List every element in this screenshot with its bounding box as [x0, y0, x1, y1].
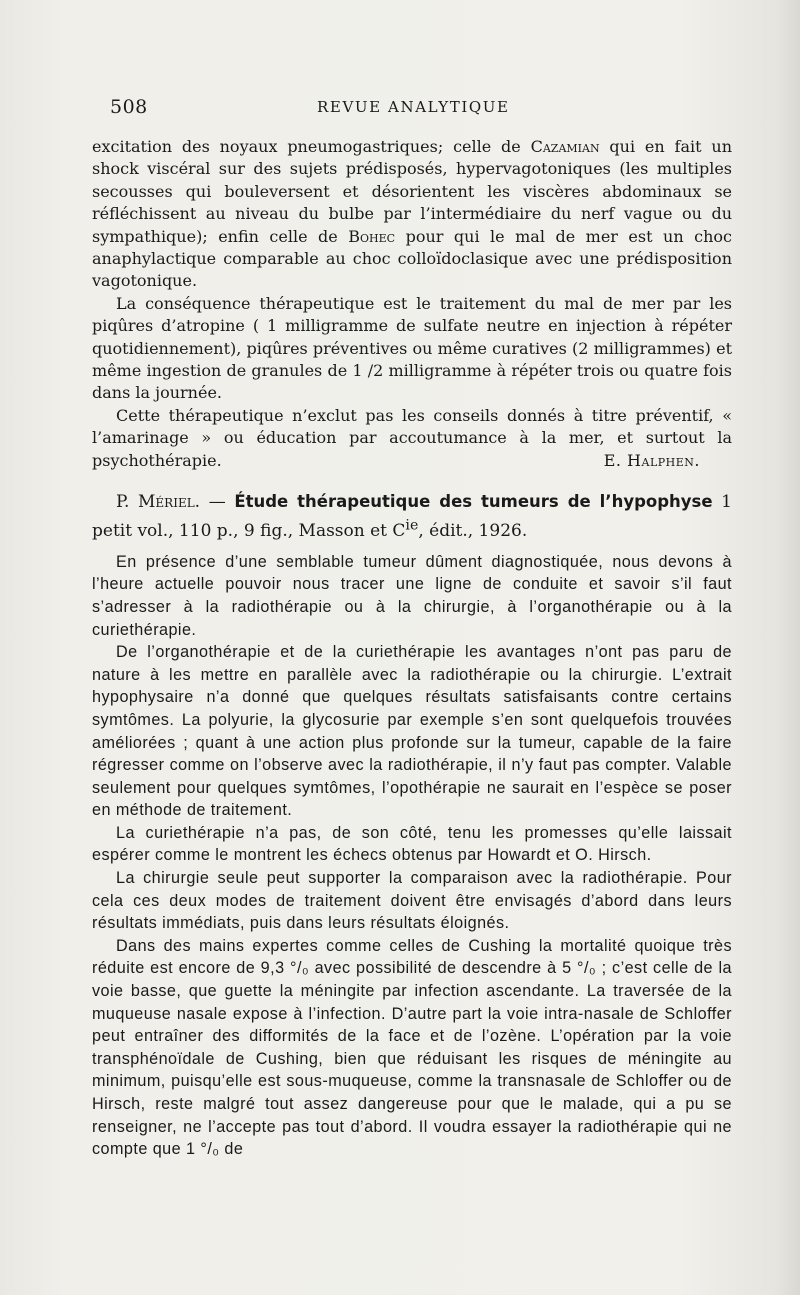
review-header: P. Mériel. — Étude thérapeutique des tumeurs de l’hypophyse 1 petit vol., 110 p., 9 fig., Masson et $C^{ie}$, édit., 1926.	[92, 492, 732, 541]
review-signature: E. Halphen.	[603, 450, 700, 470]
author-name-cazamian: Cazamian	[530, 137, 600, 156]
review-paragraph: La chirurgie seule peut supporter la comparaison avec la radiothérapie. Pour cela ces deux modes de traitement doivent être envisagés d’abord dans leurs résultats immédiats, puis dans leurs résultats éloignés.	[92, 869, 732, 933]
review-author: P. Mériel.	[116, 492, 201, 513]
review-title: Étude thérapeutique des tumeurs de l’hypophyse	[234, 492, 713, 512]
review-paragraph: Dans des mains expertes comme celles de Cushing la mortalité quoique très réduite est encore de 9,3 °/₀ avec possibilité de descendre à 5 °/₀ ; c’est celle de la voie basse, que guette la méningite par infection ascendante. La traversée de la muqueuse nasale expose à l’infection. D’autre part la voie intra-nasale de Schloffer peut entraîner des difformités de la face et de l’ozène. L’opération par la voie transphénoïdale de Cushing, bien que réduisant les risques de méningite au minimum, puisqu’elle est sous-muqueuse, comme la transnasale de Schloffer ou de Hirsch, reste malgré tout assez dangereuse pour que le malade, qui a pu se renseigner, ne l’accepte pas tout d’abord. Il voudra essayer la radiothérapie qui ne compte que 1 °/₀ de	[92, 936, 732, 1159]
previous-review-paragraph: Cette thérapeutique n’exclut pas les conseils donnés à titre préventif, « l’amarinage » ou éducation par accoutumance à la mer, et surtout la psychothérapie.	[92, 405, 732, 470]
journal-title: REVUE ANALYTIQUE	[317, 98, 510, 116]
running-head	[110, 96, 720, 126]
review-bibliography: 1 petit vol., 110 p., 9 fig., Masson et $C^{ie}$, édit., 1926.	[92, 492, 732, 541]
author-name-bohec: Bohec	[348, 226, 396, 246]
page-content	[92, 136, 732, 1161]
review-paragraph: La curiethérapie n’a pas, de son côté, tenu les promesses qu’elle laissait espérer comme le montrent les échecs obtenus par Howardt et O. Hirsch.	[92, 823, 732, 865]
page-number: 508	[110, 96, 148, 118]
review-body	[92, 551, 732, 1161]
previous-review-paragraph: excitation des noyaux pneumogastriques; celle de Cazamian qui en fait un shock viscéral sur des sujets prédisposés, hypervagotoniques (les multiples secousses qui bouleversent et désorientent les viscères abdominaux se réfléchissent au niveau du bulbe par l’intermédiaire du nerf vague ou du sympathique); enfin celle de Bohec pour qui le mal de mer est un choc anaphylactique comparable au choc colloïdoclasique avec une prédisposition vagotonique.	[92, 137, 733, 291]
review-paragraph: De l’organothérapie et de la curiethérapie les avantages n’ont pas paru de nature à les mettre en parallèle avec la radiothérapie ou la chirurgie. L’extrait hypophysaire n’a donné que quelques résultats satisfaisants contre certains symtômes. La polyurie, la glycosurie par exemple s’en sont quelquefois trouvées améliorées ; quant à une action plus profonde sur la tumeur, capable de la faire régresser comme on l’observe avec la radiothérapie, il n’y faut pas compter. Valable seulement pour quelques symtômes, l’opothérapie ne saurait en l’espèce se poser en méthode de traitement.	[92, 643, 732, 820]
review-paragraph: En présence d’une semblable tumeur dûment diagnostiquée, nous devons à l’heure actuelle pouvoir nous tracer une ligne de conduite et savoir s’il faut s’adresser à la radiothérapie ou à la chirurgie, à l’organothérapie ou à la curiethérapie.	[92, 552, 732, 639]
previous-review-paragraph: La conséquence thérapeutique est le traitement du mal de mer par les piqûres d’atropine ( 1 milligramme de sulfate neutre en injection à répéter quotidiennement), piqûres préventives ou même curatives (2 milligrammes) et même ingestion de granules de 1 /2 milligramme à répéter trois ou quatre fois dans la journée.	[92, 293, 732, 403]
